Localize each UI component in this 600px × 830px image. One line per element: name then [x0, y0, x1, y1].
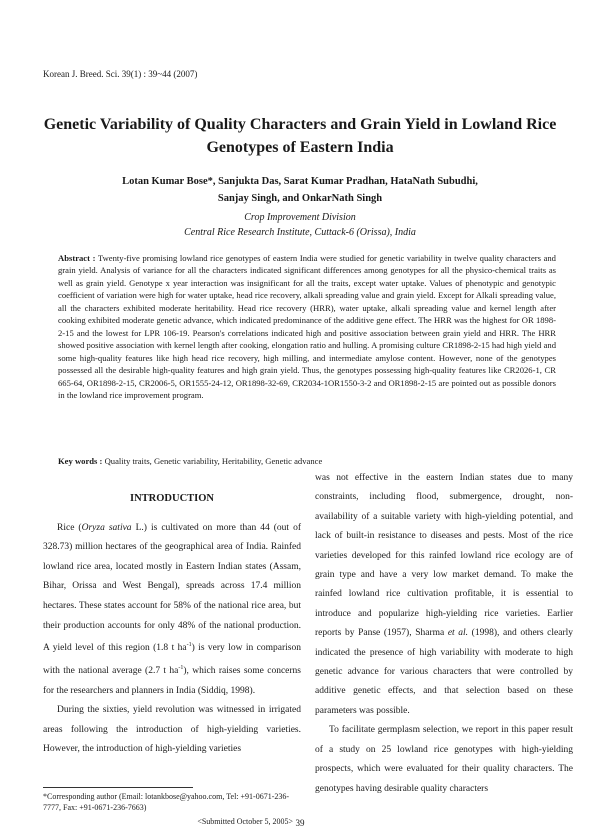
superscript: -1: [178, 664, 184, 671]
introduction-heading: INTRODUCTION: [129, 493, 214, 504]
journal-citation: Korean J. Breed. Sci. 39(1) : 39~44 (2007): [43, 69, 198, 79]
affiliation-line-2: Central Rice Research Institute, Cuttack-6 (Orissa), India: [184, 227, 416, 238]
text-run: L.) is cultivated on more than 44 (out of 328.73) million hectares of the geographical area of India. Rainfed lowland rice area, located mostly in Eastern Indian states (Assam, Bihar, Orissa and West Bengal), spreads across 17.4 million hectares. These states account for 58% of the national rice area, but their production accounts for only 48% of the national production. A yield level of this region (1.8 t ha: [43, 522, 302, 654]
abstract-text: Twenty-five promising lowland rice genotypes of eastern India were studied for genetic variability in twelve quality characters and grain yield. Analysis of variance for all the characters indicated significant differences among genotypes for all the physico-chemical traits as well as grain yield. Genotype x year interaction was insignificant for all the traits, except water uptake. Values of phenotypic and genotypic coefficient of variation were high for water uptake, head rice recovery, alkali spreading value and grain yield. Except for Alkali spreading value, all the characters exhibited moderate heritability. Head rice recovery (HRR), water uptake, alkali spreading value and kernel length after cooking exhibited moderate genetic advance, which indicated predominance of the additive gene effect. The HRR was the highest for OR 1898-2-15 and the lowest for LPR 106-19. Pearson's correlations indicated high and positive association between grain yield and HRR. The HRR showed positive association with kernel length after cooking, elongation ratio and hulling. A promising culture CR1898-2-15 had high yield and some high-quality features like high head rice recovery, high milling, and intermediate amylose content. However, none of the genotypes possessed all the desirable high-quality features and high grain yield. Thus, the genotypes possessing high-quality features like CR2026-1, CR 665-64, OR1898-2-15, CR2006-5, OR1555-24-12, OR1898-32-69, CR2034-1OR1550-3-2 and OR1898-2-15 are pointed out as possible donors in the lowland rice improvement program.: [58, 253, 556, 400]
paper-title: Genetic Variability of Quality Characters and Grain Yield in Lowland Rice Genotypes of Eastern India: [43, 116, 557, 156]
authors-line-1: Lotan Kumar Bose*, Sanjukta Das, Sarat Kumar Pradhan, HataNath Subudhi,: [122, 176, 478, 187]
text-run: ) is very low in comparison with the national average (2.7 t ha: [43, 643, 301, 677]
et-al: et al.: [447, 628, 469, 639]
submission-date: <Submitted October 5, 2005>: [197, 817, 293, 826]
intro-paragraph-3: [315, 469, 573, 721]
abstract: [58, 252, 556, 401]
right-column: [315, 469, 573, 799]
footnote-divider: [43, 787, 193, 788]
intro-paragraph-4: To facilitate germplasm selection, we report in this paper result of a study on 25 lowland rice genotypes with high-yielding prospects, which were evaluated for their quality characters. The genotypes having desirable quality characters: [315, 725, 573, 794]
keywords: [58, 455, 556, 467]
author-list: [60, 173, 540, 207]
left-column: [43, 489, 301, 760]
text-run: ), which raises some concerns for the researchers and planners in India (Siddiq, 1998).: [43, 666, 301, 696]
affiliation: [60, 210, 540, 240]
authors-line-2: Sanjay Singh, and OnkarNath Singh: [217, 193, 383, 204]
abstract-label: Abstract :: [58, 253, 96, 263]
intro-paragraph-2: During the sixties, yield revolution was witnessed in irrigated areas following the introduction of high-yielding varieties. However, the introduction of high-yielding varieties: [43, 705, 301, 755]
keywords-text: Quality traits, Genetic variability, Heritability, Genetic advance: [104, 456, 323, 466]
intro-paragraph-1: [43, 519, 301, 702]
text-run: Rice (: [57, 522, 82, 533]
species-name: Oryza sativa: [81, 522, 132, 533]
corresponding-author-footnote: *Corresponding author (Email: lotankbose@yahoo.com, Tel: +91-0671-236-7777, Fax: +91-0671-236-7663): [43, 792, 290, 812]
keywords-label: Key words :: [58, 456, 103, 466]
text-run: (1998), and others clearly indicated the presence of high variability with moderate to high genetic advance for various characters that were controlled by additive genetic effects, and that selection based on these parameters was possible.: [315, 628, 573, 716]
affiliation-line-1: Crop Improvement Division: [244, 212, 356, 223]
text-run: was not effective in the eastern Indian states due to many constraints, including flood, submergence, drought, non-availability of a suitable variety with high-yielding potential, and lack of built-in resistance to diseases and pests. Most of the rice varieties developed for this rainfed lowland rice ecology are of grain type and have a very low market demand. To make the rainfed lowland rice cultivation profitable, it is essential to introduce and popularize high-yielding rice varieties. Earlier reports by Panse (1957), Sharma: [315, 473, 573, 639]
superscript: -1: [186, 642, 192, 649]
page-number: 39: [295, 818, 305, 828]
